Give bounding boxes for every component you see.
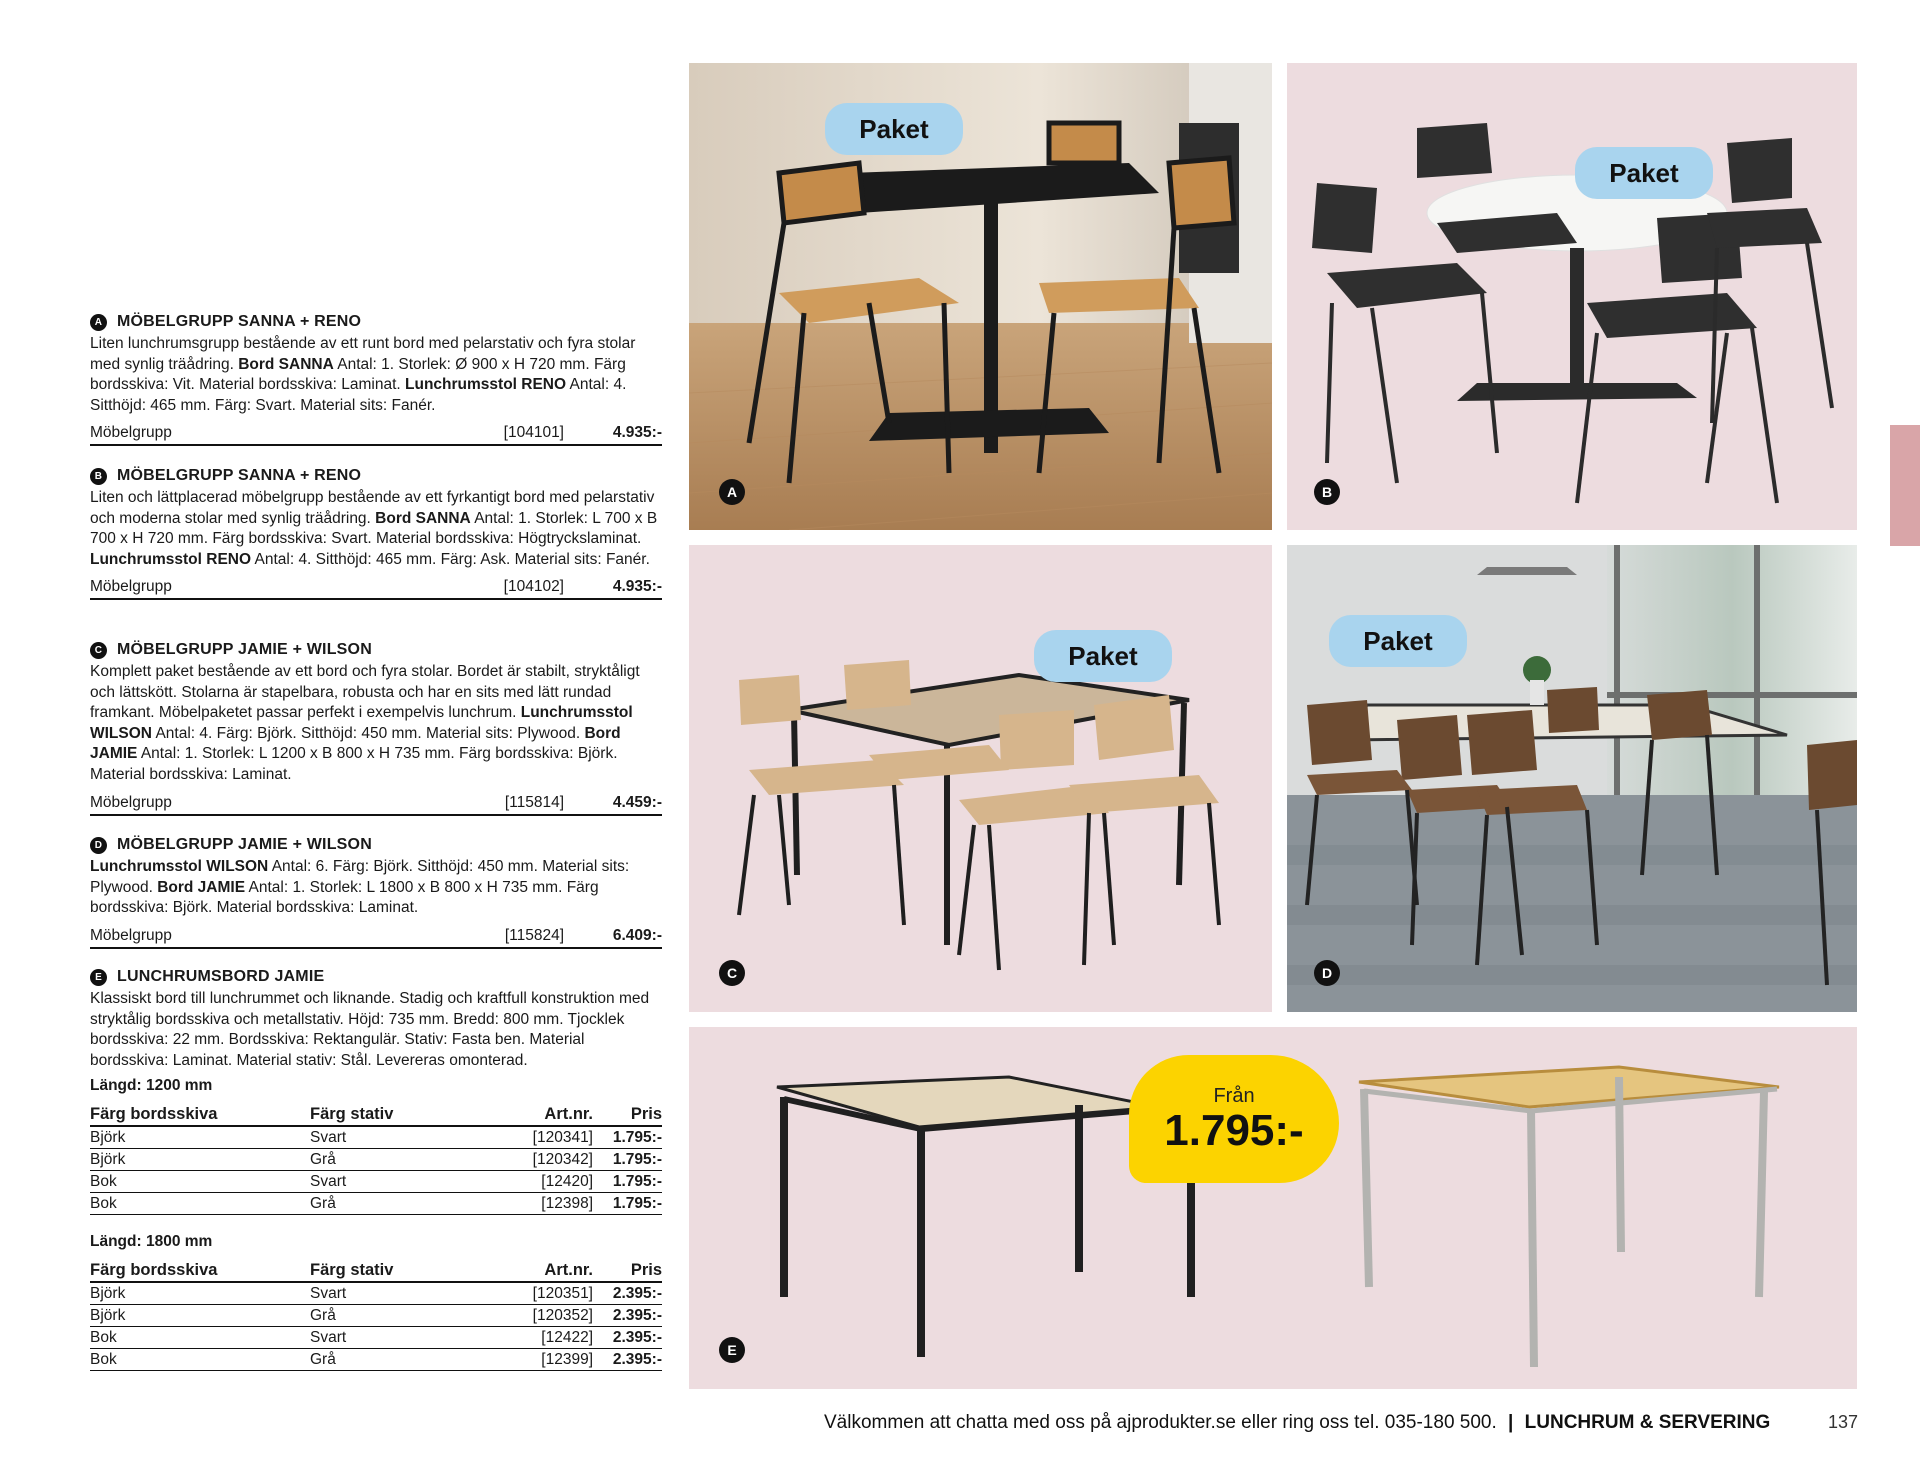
article-number: [115814] — [504, 793, 564, 811]
column-header: Färg bordsskiva — [90, 1103, 310, 1126]
table-cell: [120352] — [495, 1305, 593, 1327]
footer-text: Välkommen att chatta med oss på ajprodukter.se eller ring oss tel. 035-180 500. — [824, 1412, 1497, 1433]
description-text: Komplett paket bestående av ett bord och fyra stolar. Bordet är stabilt, stryktåligt och lättskött. Stolarna är stapelbara, robusta och har en sits med lätt rundad framkant. Möbelpaketet passar perfekt i exempelvis lunchrum. — [90, 663, 640, 722]
table-cell: 1.795:- — [593, 1193, 662, 1215]
column-header: Pris — [593, 1259, 662, 1282]
product-title-row — [90, 312, 662, 332]
column-header: Färg stativ — [310, 1259, 495, 1282]
table-cell: Bok — [90, 1327, 310, 1349]
footer-separator: | — [1508, 1412, 1514, 1433]
product-name-bold: Lunchrumsstol RENO — [90, 550, 252, 568]
letter-badge: B — [90, 468, 107, 485]
product-name-bold: Bord SANNA — [238, 355, 334, 373]
price-table — [90, 1259, 662, 1371]
product-name-bold: Bord JAMIE — [90, 724, 621, 763]
photo-d — [1287, 545, 1857, 1012]
table-cell: Bok — [90, 1349, 310, 1371]
letter-e-badge: E — [90, 969, 107, 986]
row-label: Möbelgrupp — [90, 793, 172, 811]
price-bubble — [1129, 1055, 1339, 1183]
product-title-row — [90, 640, 662, 660]
table-row — [90, 1149, 662, 1171]
table-cell: [12399] — [495, 1349, 593, 1371]
description-text: Antal: 1. Storlek: L 1800 x B 800 x H 735 mm. Färg bordsskiva: Björk. Material bordsskiva: Laminat. — [90, 878, 599, 917]
photo-c — [689, 545, 1272, 1012]
description-text: Antal: 1. Storlek: L 1200 x B 800 x H 735 mm. Färg bordsskiva: Björk. Material bordsskiva: Laminat. — [90, 745, 618, 783]
product-e-price-tables — [90, 1077, 662, 1371]
row-label: Möbelgrupp — [90, 424, 172, 442]
table-row — [90, 1349, 662, 1371]
price: 4.935:- — [612, 578, 662, 596]
table-cell: Svart — [310, 1282, 495, 1305]
article-number: [104101] — [503, 424, 564, 442]
product-name-bold: Lunchrumsstol WILSON — [90, 858, 269, 875]
image-letter-a: A — [719, 479, 745, 505]
column-header: Pris — [593, 1103, 662, 1126]
description-text: Antal: 4. Färg: Björk. Sitthöjd: 450 mm. Material sits: Plywood. — [152, 724, 585, 742]
price: 4.935:- — [612, 424, 662, 442]
table-cell: 1.795:- — [593, 1171, 662, 1193]
price-bubble-from: Från — [1213, 1084, 1255, 1107]
table-cell: Grå — [310, 1149, 495, 1171]
table-header — [90, 1259, 662, 1282]
letter-badge: A — [90, 314, 107, 331]
product-name-bold: Lunchrumsstol WILSON — [90, 704, 633, 742]
table-row — [90, 1282, 662, 1305]
product-e — [90, 967, 662, 1371]
product-title-row — [90, 466, 662, 486]
table-row — [90, 1305, 662, 1327]
description-text: Liten lunchrumsgrupp bestående av ett runt bord med pelarstativ och fyra stolar med synlig träådring. — [90, 335, 636, 373]
letter-badge: D — [90, 837, 107, 854]
table-cell: Svart — [310, 1126, 495, 1149]
product-c — [90, 640, 662, 816]
table-row — [90, 1171, 662, 1193]
page-number: 137 — [1828, 1412, 1859, 1432]
product-title: MÖBELGRUPP JAMIE + WILSON — [117, 641, 372, 658]
product-a — [90, 312, 662, 446]
price-bubble-price: 1.795:- — [1164, 1105, 1304, 1155]
product-title: MÖBELGRUPP JAMIE + WILSON — [117, 836, 372, 853]
table-cell: Svart — [310, 1171, 495, 1193]
table-header — [90, 1103, 662, 1126]
table-cell: [12420] — [495, 1171, 593, 1193]
price-row — [90, 574, 662, 600]
price: 4.459:- — [612, 793, 662, 811]
table-cell: Grå — [310, 1193, 495, 1215]
price-row — [90, 790, 662, 816]
table-cell: Grå — [310, 1349, 495, 1371]
column-header: Art.nr. — [495, 1103, 593, 1126]
table-row — [90, 1327, 662, 1349]
product-e-title-row — [90, 967, 662, 987]
table-cell: [120342] — [495, 1149, 593, 1171]
product-description — [90, 334, 662, 416]
table-row — [90, 1126, 662, 1149]
description-text: Antal: 4. Sitthöjd: 465 mm. Färg: Ask. Material sits: Fanér. — [251, 550, 650, 568]
paket-badge-a: Paket — [825, 103, 963, 155]
table-row — [90, 1193, 662, 1215]
column-header: Färg bordsskiva — [90, 1259, 310, 1282]
photo-b — [1287, 63, 1857, 530]
photo-a-illustration — [689, 63, 1272, 530]
description-text: Antal: 4. Sitthöjd: 465 mm. Färg: Svart. Material sits: Fanér. — [90, 376, 627, 414]
table-cell: Björk — [90, 1305, 310, 1327]
table-cell: Björk — [90, 1126, 310, 1149]
price-table — [90, 1103, 662, 1215]
photo-c-illustration — [689, 545, 1272, 1012]
product-e-title: LUNCHRUMSBORD JAMIE — [117, 968, 325, 985]
table-cell: 1.795:- — [593, 1126, 662, 1149]
product-title: MÖBELGRUPP SANNA + RENO — [117, 313, 362, 330]
paket-badge-c: Paket — [1034, 630, 1172, 682]
chapter-side-tab — [1890, 425, 1920, 546]
product-title-row — [90, 835, 662, 855]
table-cell: Bok — [90, 1171, 310, 1193]
letter-badge: C — [90, 642, 107, 659]
footer — [824, 1412, 1770, 1434]
table-cell: 2.395:- — [593, 1349, 662, 1371]
product-description — [90, 662, 662, 786]
table-cell: 2.395:- — [593, 1327, 662, 1349]
row-label: Möbelgrupp — [90, 926, 172, 944]
table-cell: 2.395:- — [593, 1282, 662, 1305]
article-number: [104102] — [503, 578, 564, 596]
image-letter-c: C — [719, 960, 745, 986]
description-text: Antal: 1. Storlek: L 700 x B 700 x H 720 mm. Färg bordsskiva: Svart. Material bordsskiva: Högtryckslaminat. — [90, 509, 658, 548]
product-name-bold: Bord SANNA — [375, 509, 471, 527]
product-e-description: Klassiskt bord till lunchrummet och liknande. Stadig och kraftfull konstruktion med stryktålig bordsskiva och metallstativ. Höjd: 735 mm. Bredd: 800 mm. Tjocklek bordsskiva: 22 mm. Bordsskiva: Rektangulär. Stativ: Fasta ben. Material bordsskiva: Laminat. Material stativ: Stål. Levereras omonterad. — [90, 990, 650, 1069]
photo-a — [689, 63, 1272, 530]
price: 6.409:- — [612, 926, 662, 944]
product-title: MÖBELGRUPP SANNA + RENO — [117, 467, 362, 484]
photo-e — [689, 1027, 1857, 1389]
product-name-bold: Bord JAMIE — [157, 878, 246, 896]
description-text: Antal: 6. Färg: Björk. Sitthöjd: 450 mm. Material sits: Plywood. — [90, 858, 630, 896]
paket-badge-b: Paket — [1575, 147, 1713, 199]
table-cell: [120341] — [495, 1126, 593, 1149]
paket-badge-d: Paket — [1329, 615, 1467, 667]
table-cell: Svart — [310, 1327, 495, 1349]
description-text: Antal: 1. Storlek: Ø 900 x H 720 mm. Färg bordsskiva: Vit. Material bordsskiva: Laminat. — [90, 355, 626, 394]
product-name-bold: Lunchrumsstol RENO — [405, 376, 567, 394]
image-letter-d: D — [1314, 960, 1340, 986]
image-letter-e: E — [719, 1337, 745, 1363]
column-header: Art.nr. — [495, 1259, 593, 1282]
column-header: Färg stativ — [310, 1103, 495, 1126]
length-label: Längd: 1800 mm — [90, 1233, 213, 1251]
price-row — [90, 420, 662, 446]
product-description — [90, 857, 662, 919]
product-description — [90, 488, 662, 570]
image-letter-b: B — [1314, 479, 1340, 505]
table-cell: Björk — [90, 1149, 310, 1171]
row-label: Möbelgrupp — [90, 578, 172, 596]
price-row — [90, 923, 662, 949]
table-cell: [12422] — [495, 1327, 593, 1349]
footer-section: LUNCHRUM & SERVERING — [1524, 1412, 1771, 1433]
product-b — [90, 466, 662, 600]
table-cell: 1.795:- — [593, 1149, 662, 1171]
length-label: Längd: 1200 mm — [90, 1077, 213, 1095]
photo-b-illustration — [1287, 63, 1857, 530]
description-text: Liten och lättplacerad möbelgrupp bestående av ett fyrkantigt bord med pelarstativ och moderna stolar med synlig träådring. — [90, 489, 655, 527]
article-number: [115824] — [504, 926, 564, 944]
product-d — [90, 835, 662, 949]
table-cell: [12398] — [495, 1193, 593, 1215]
table-cell: Bok — [90, 1193, 310, 1215]
table-cell: Björk — [90, 1282, 310, 1305]
table-cell: [120351] — [495, 1282, 593, 1305]
table-cell: 2.395:- — [593, 1305, 662, 1327]
table-cell: Grå — [310, 1305, 495, 1327]
